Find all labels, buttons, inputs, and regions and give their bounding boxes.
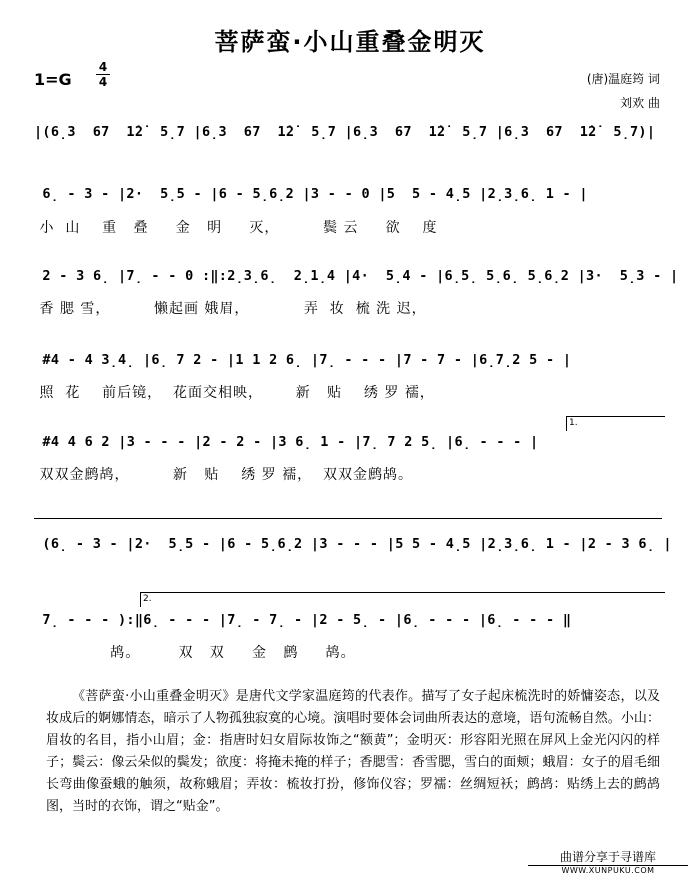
- site-watermark: [528, 848, 688, 875]
- time-signature-denominator: 4: [96, 74, 110, 89]
- page-title: 菩萨蛮·小山重叠金明灭: [214, 28, 486, 56]
- song-description: 《菩萨蛮·小山重叠金明灭》是唐代文学家温庭筠的代表作。描写了女子起床梳洗时的娇慵姿态，以及妆成后的婀娜情态，暗示了人物孤独寂寞的心境。演唱时要体会词曲所表达的意境，语句流畅自然。小山：眉妆的名目，指小山眉；金：指唐时妇女眉际妆饰之“额黄”；金明灭：形容阳光照在屏风上金光闪闪的样子；鬓云：像云朵似的鬓发；欲度：将掩未掩的样子；香腮雪：香雪腮，雪白的面颊；蛾眉：女子的眉毛细长弯曲像蚕蛾的触须，故称蛾眉；弄妆：梳妆打扮，修饰仪容；罗襦：丝绸短袄；鹧鸪：贴绣上去的鹧鸪图，当时的衣饰，谓之“贴金”。: [46, 689, 660, 814]
- score-line-2-notes: 6̣ - 3 - |2· 5̣5 - |6 - 5̣6̣2 |3 - - 0 |5 5 - 4̣5 |2̣3̣6̣ 1 - |: [34, 186, 588, 202]
- section-divider: [34, 518, 662, 519]
- composer-credit: 刘欢 曲: [620, 96, 660, 110]
- volta-2-bracket: 2.: [140, 592, 665, 607]
- volta-1-bracket: 1.: [566, 416, 665, 431]
- score-line-4-notes: #4 - 4 3̣4̣ |6̣ 7 2 - |1 1 2 6̣ |7̣ - - - |7 - 7 - |6̣7̣2 5 - |: [34, 352, 572, 368]
- score-line-2-lyrics: 小 山 重 叠 金 明 灭， 鬓 云 欲 度: [34, 220, 438, 236]
- score-line-5-notes: #4 4 6 2 |3 - - - |2 - 2 - |3 6̣ 1 - |7̣ 7 2 5̣ |6̣ - - - |: [34, 434, 539, 450]
- site-url: WWW.XUNPUKU.COM: [561, 866, 655, 875]
- score-line-5-lyrics: 双双金鹧鸪， 新 贴 绣 罗 襦， 双双金鹧鸪。: [34, 467, 414, 483]
- time-signature-numerator: 4: [98, 60, 108, 74]
- score-line-3-lyrics: 香 腮 雪， 懒起画 娥眉， 弄 妆 梳 洗 迟，: [34, 301, 427, 317]
- score-line-6-notes: (6̣ - 3 - |2· 5̣5 - |6 - 5̣6̣2 |3 - - - |5 5 - 4̣5 |2̣3̣6̣ 1 - |2 - 3 6̣ |: [34, 536, 672, 552]
- time-signature: [96, 60, 110, 89]
- score-line-7-lyrics: 鸪。 双 双 金 鹧 鸪。: [34, 645, 356, 661]
- score-line-3-notes: 2 - 3 6̣ |7̣ - - 0 :‖:2̣3̣6̣ 2̣1̣4 |4· 5̣4 - |6̣5̣ 5̣6̣ 5̣6̣2 |3· 5̣3 - |: [34, 268, 679, 284]
- score-line-1-notes: |(6̣3 67 1̇2̇ 5̣7 |6̣3 67 1̇2̇ 5̣7 |6̣3 67 1̇2̇ 5̣7 |6̣3 67 1̇2̇ 5̣7)|: [34, 124, 656, 140]
- site-name: 曲谱分享于寻谱库: [528, 848, 688, 866]
- key-signature: 1=G: [34, 70, 72, 89]
- score-line-7-notes: 7̣ - - - ):‖6̣ - - - |7̣ - 7̣ - |2 - 5̣ - |6̣ - - - |6̣ - - - ‖: [34, 612, 572, 628]
- score-line-4-lyrics: 照 花 前后镜， 花面交相映， 新 贴 绣 罗 襦，: [34, 385, 435, 401]
- lyricist-credit: (唐)温庭筠 词: [586, 72, 660, 86]
